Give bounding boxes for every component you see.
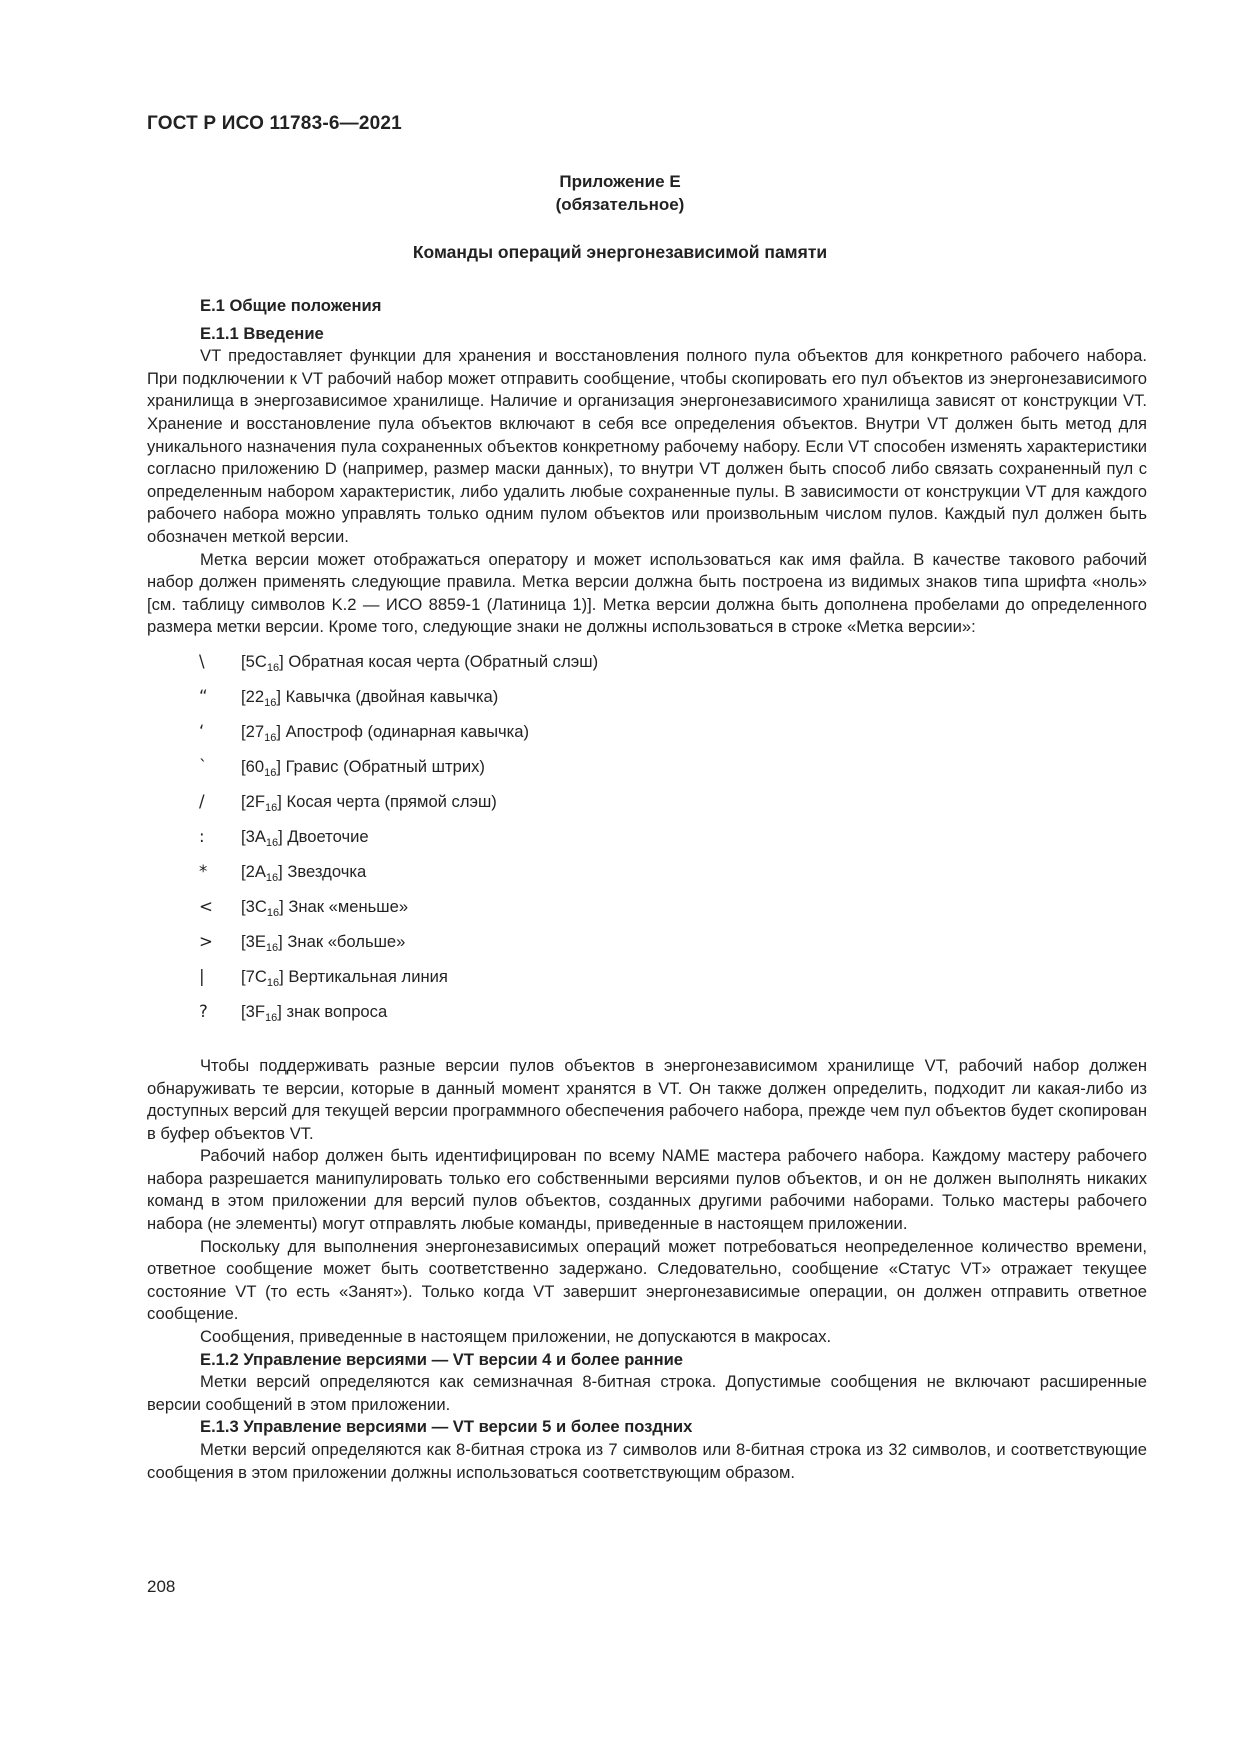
annex-label: Приложение Е [559,172,681,191]
annex-title: Команды операций энергонезависимой памяти [412,242,828,262]
char-description: Гравис (Обратный штрих) [285,756,485,776]
char-code: $[60_{16}]$ [241,756,286,779]
list-item [147,756,1147,791]
char-code: $[22_{16}]$ [241,686,286,709]
char-symbol: / [199,791,205,811]
char-code: $[3C_{16}]$ [241,896,289,919]
paragraph: Рабочий набор должен быть идентифицирован по всему NAME мастера рабочего набора. Каждому мастеру рабочего набора разрешается манипулировать только его собственными версиями пулов объектов, и он не должен выполнять никаких команд в этом приложении для версий пулов объектов, созданных другими рабочими наборами. Только мастеры рабочего набора (не элементы) могут отправлять любые команды, приведенные в настоящем приложении. [147,1146,1147,1234]
section-heading-e13: Е.1.3 Управление версиями — VT версии 5 и более поздних [200,1417,693,1437]
char-symbol: “ [199,686,208,706]
char-symbol: \ [199,651,205,671]
list-item [147,966,1147,1001]
list-item [147,861,1147,896]
annex-status: (обязательное) [555,195,685,214]
char-code: $[2F_{16}]$ [241,791,287,814]
char-symbol: * [199,861,208,881]
paragraph: Метки версий определяются как семизначная 8-битная строка. Допустимые сообщения не включают расширенные версии сообщений в этом приложении. [147,1372,1147,1414]
annex-header [0,170,1240,216]
char-description: знак вопроса [286,1001,388,1021]
char-symbol: < [199,896,213,916]
char-code: $[3E_{16}]$ [241,931,288,954]
list-item [147,721,1147,756]
char-code: $[5C_{16}]$ [241,651,289,674]
char-symbol: : [199,826,205,846]
list-item [147,931,1147,966]
list-item [147,791,1147,826]
char-code: $[3A_{16}]$ [241,826,288,849]
section-heading-e11: Е.1.1 Введение [200,323,324,343]
paragraph: Метки версий определяются как 8-битная строка из 7 символов или 8-битная строка из 32 символов, и соответствующие сообщения в этом приложении должны использоваться соответствующим образом. [147,1440,1147,1482]
char-symbol: ` [199,756,208,776]
char-symbol: ? [199,1001,208,1021]
paragraph: Сообщения, приведенные в настоящем приложении, не допускаются в макросах. [200,1327,832,1347]
char-symbol: ‘ [199,721,205,741]
char-description: Звездочка [287,861,367,881]
list-item [147,651,1147,686]
char-description: Знак «больше» [287,931,406,951]
list-item [147,896,1147,931]
char-symbol: | [199,966,205,986]
paragraph: Метка версии может отображаться оператору и может использоваться как имя файла. В качестве такового рабочий набор должен применять следующие правила. Метка версии должна быть построена из видимых знаков типа шрифта «ноль» [см. таблицу символов K.2 — ИСО 8859-1 (Латиница 1)]. Метка версии должна быть дополнена пробелами до определенного размера метки версии. Кроме того, следующие знаки не должны использоваться в строке «Метка версии»: [147,549,1147,637]
char-code: $[7C_{16}]$ [241,966,289,989]
page-number: 208 [147,1577,176,1596]
char-description: Апостроф (одинарная кавычка) [285,721,530,741]
char-description: Косая черта (прямой слэш) [286,791,497,811]
document-body [147,295,1147,1484]
char-description: Двоеточие [287,826,369,846]
list-item [147,1001,1147,1036]
char-description: Знак «меньше» [288,896,409,916]
char-symbol: > [199,931,213,951]
document-code: ГОСТ Р ИСО 11783-6—2021 [147,113,402,134]
char-code: $[2A_{16}]$ [241,861,288,884]
char-code: $[3F_{16}]$ [241,1001,287,1024]
list-item [147,826,1147,861]
paragraph: Чтобы поддерживать разные версии пулов объектов в энергонезависимом хранилище VT, рабочий набор должен обнаруживать те версии, которые в данный момент хранятся в VT. Он также должен определить, подходит ли какая-либо из доступных версий для текущей версии программного обеспечения рабочего набора, прежде чем пул объектов будет скопирован в буфер объектов VT. [147,1055,1147,1143]
paragraph: Поскольку для выполнения энергонезависимых операций может потребоваться неопределенное количество времени, ответное сообщение может быть соответственно задержано. Следовательно, сообщение «Статус VT» отражает текущее состояние VT (то есть «Занят»). Только когда VT завершит энергонезависимые операции, он должен отправить ответное сообщение. [147,1236,1147,1324]
char-description: Кавычка (двойная кавычка) [285,686,499,706]
char-description: Обратная косая черта (Обратный слэш) [288,651,599,671]
char-description: Вертикальная линия [288,966,448,986]
list-item [147,686,1147,721]
forbidden-chars-list [147,651,1147,1036]
char-code: $[27_{16}]$ [241,721,286,744]
section-heading-e12: Е.1.2 Управление версиями — VT версии 4 и более ранние [200,1349,684,1369]
paragraph: VT предоставляет функции для хранения и восстановления полного пула объектов для конкретного рабочего набора. При подключении к VT рабочий набор может отправить сообщение, чтобы скопировать его пул объектов из энергонезависимого хранилища в энергозависимое хранилище. Наличие и организация энергонезависимого хранилища зависят от конструкции VT. Хранение и восстановление пула объектов включают в себя все определения объектов. Внутри VT должен быть метод для уникального назначения пула сохраненных объектов конкретному рабочему набору. Если VT способен изменять характеристики согласно приложению D (например, размер маски данных), то внутри VT должен быть способ либо связать сохраненный пул с определенным набором характеристик, либо удалить любые сохраненные пулы. В зависимости от конструкции VT для каждого рабочего набора можно управлять только одним пулом объектов или произвольным числом пулов. Каждый пул должен быть обозначен меткой версии. [147,346,1147,546]
section-heading-e1: Е.1 Общие положения [200,296,382,315]
